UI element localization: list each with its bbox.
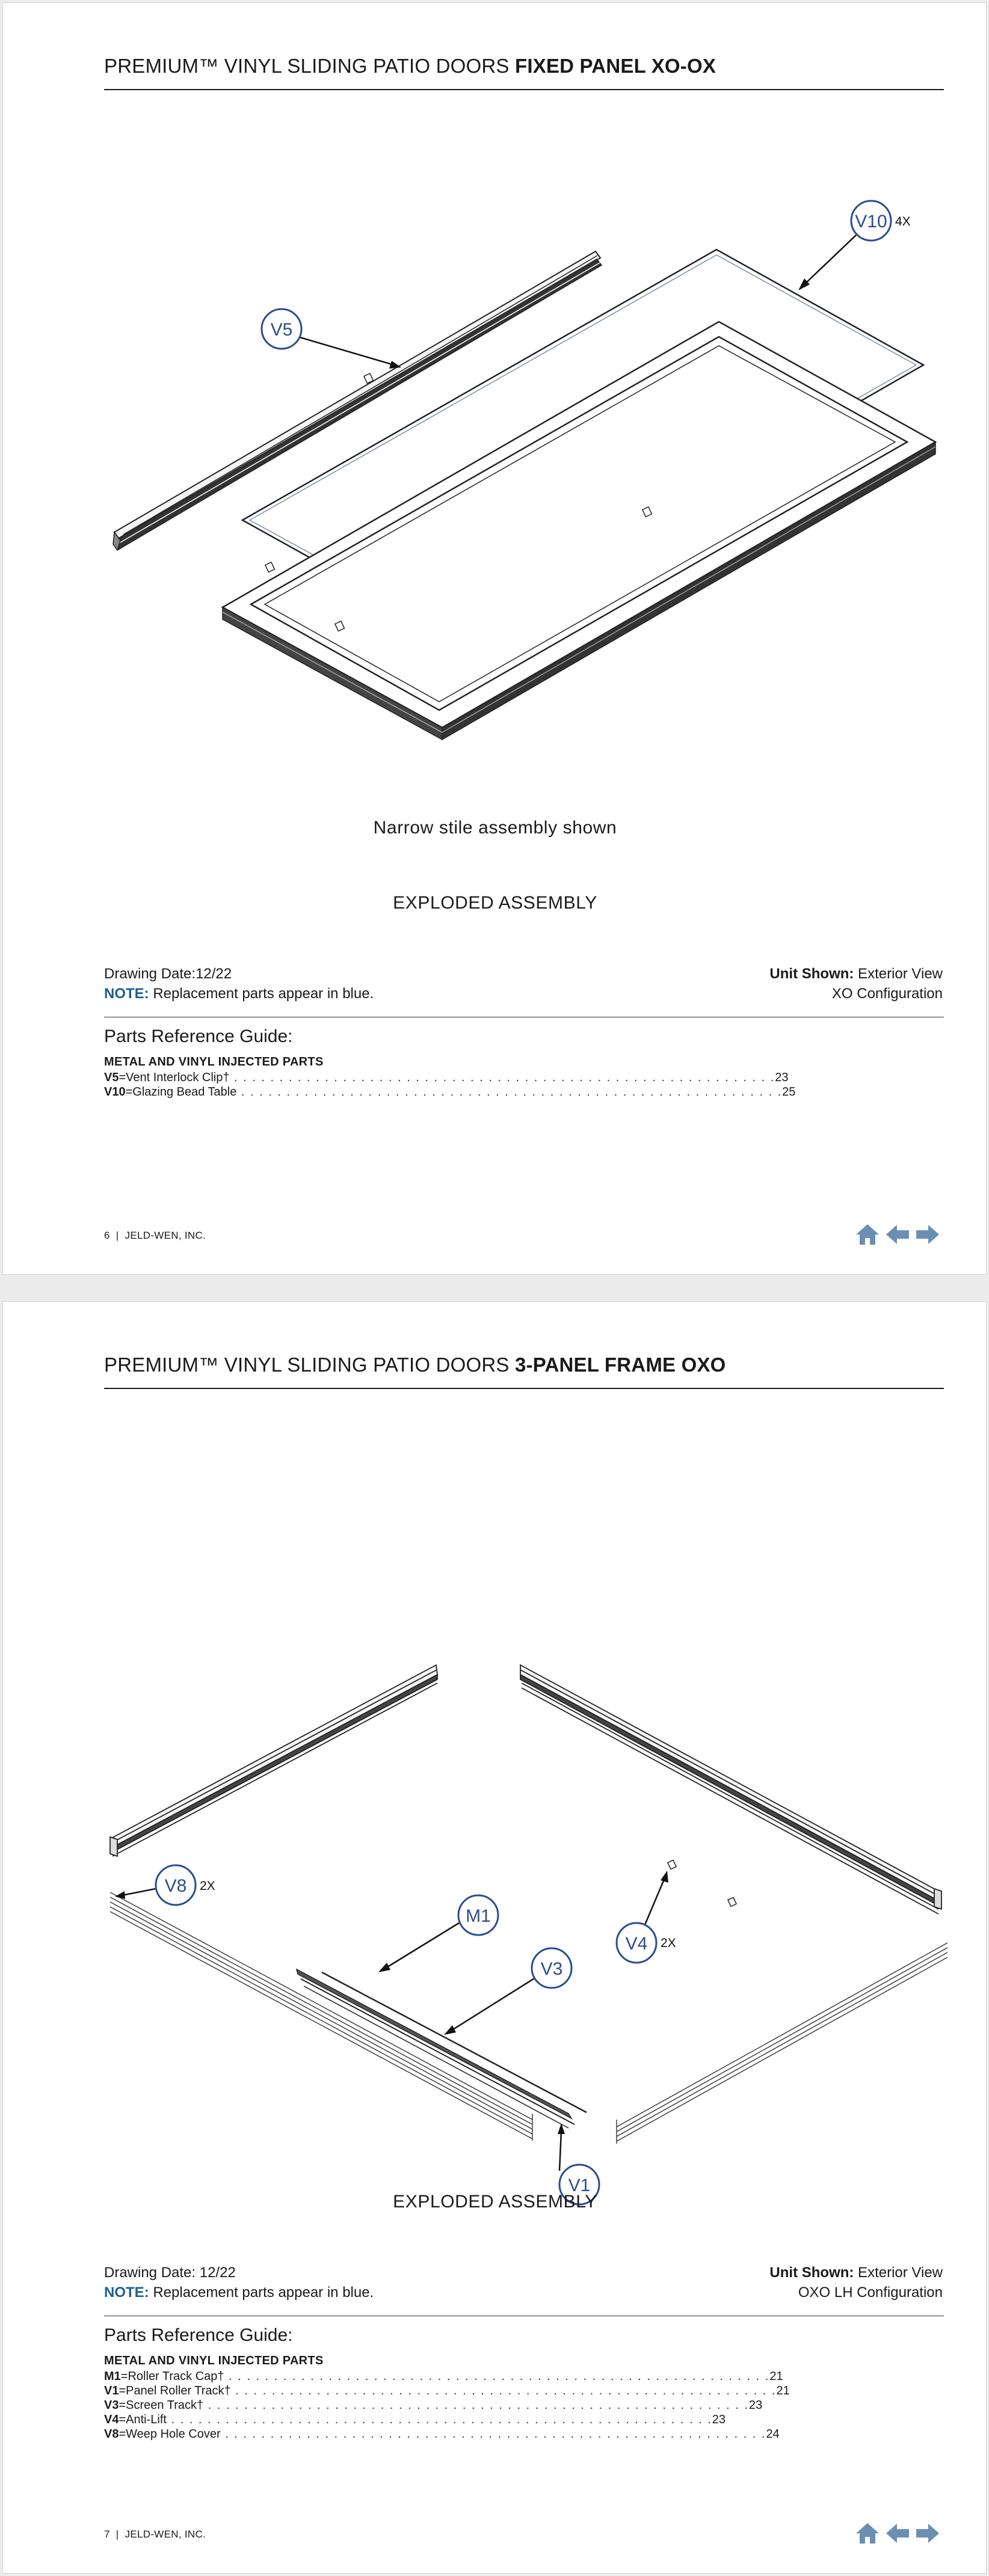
drawing-info xyxy=(104,964,374,1004)
arrow-left-icon[interactable] xyxy=(885,1222,910,1247)
drawing-info xyxy=(104,2263,374,2302)
parts-row xyxy=(104,2427,780,2442)
exploded-assembly-drawing xyxy=(93,123,954,845)
anti-lift-part xyxy=(668,1860,676,1869)
document-page-7 xyxy=(2,1301,987,2574)
part-page-link[interactable]: 23 xyxy=(775,1071,789,1084)
parts-row xyxy=(104,2384,790,2399)
part-name: Roller Track Cap† . . . xyxy=(128,2370,769,2384)
frame-sill-right-part xyxy=(617,1943,947,2144)
parts-guide-title: Parts Reference Guide: xyxy=(104,2325,293,2345)
figure-caption: EXPLODED ASSEMBLY xyxy=(393,893,597,913)
parts-guide-title: Parts Reference Guide: xyxy=(104,1026,293,1046)
note-text: Replacement parts appear in blue. xyxy=(149,986,374,1002)
callout-m1-label: M1 xyxy=(466,1906,491,1926)
figure-caption: EXPLODED ASSEMBLY xyxy=(393,2192,597,2212)
part-page-link[interactable]: 23 xyxy=(712,2413,726,2426)
drawing-date: Drawing Date:12/22 xyxy=(104,966,232,982)
callout-v10-label: V10 xyxy=(855,212,887,232)
home-icon[interactable] xyxy=(855,2521,880,2545)
unit-info xyxy=(769,964,943,1004)
note-label: NOTE: xyxy=(104,986,149,1002)
part-name: Screen Track† . . . xyxy=(126,2399,749,2412)
note-label: NOTE: xyxy=(104,2284,149,2301)
parts-row xyxy=(104,1071,789,1085)
part-page-link[interactable]: 25 xyxy=(782,1085,796,1099)
part-equals: = xyxy=(125,1085,133,1099)
part-page-link[interactable]: 21 xyxy=(776,2384,790,2397)
document-page-6 xyxy=(2,2,987,1275)
frame-head-left-part xyxy=(110,1665,437,1856)
callout-v4-qty: 2X xyxy=(661,1936,676,1950)
unit-shown-value: Exterior View xyxy=(854,2265,943,2281)
part-equals: = xyxy=(119,2384,126,2397)
parts-list xyxy=(104,2370,790,2442)
replacement-note xyxy=(104,2283,374,2302)
callout-v10 xyxy=(798,201,911,290)
center-track-parts xyxy=(297,1969,587,2128)
parts-row xyxy=(104,1085,796,1100)
home-icon[interactable] xyxy=(855,1222,880,1247)
part-page-link[interactable]: 24 xyxy=(766,2427,780,2441)
part-code: V1 xyxy=(104,2384,119,2397)
page-navigation xyxy=(855,2521,940,2545)
arrow-left-icon[interactable] xyxy=(885,2521,910,2545)
note-text: Replacement parts appear in blue. xyxy=(149,2284,374,2301)
part-equals: = xyxy=(119,1071,126,1084)
drawing-date: Drawing Date: 12/22 xyxy=(104,2265,236,2281)
callout-v3-label: V3 xyxy=(540,1959,563,1979)
callout-v8-qty: 2X xyxy=(200,1879,215,1893)
title-series: PREMIUM™ VINYL SLIDING PATIO DOORS xyxy=(104,55,515,77)
callout-v5 xyxy=(262,309,401,369)
title-model: 3-PANEL FRAME OXO xyxy=(514,1354,726,1376)
figure-subcaption: Narrow stile assembly shown xyxy=(373,818,617,838)
parts-heading: METAL AND VINYL INJECTED PARTS xyxy=(104,2354,324,2367)
part-code: V10 xyxy=(104,1085,126,1099)
part-equals: = xyxy=(119,2399,126,2412)
part-code: V8 xyxy=(104,2427,119,2441)
fixed-panel-drawing xyxy=(93,123,954,845)
unit-shown-label: Unit Shown: xyxy=(769,2265,854,2281)
parts-row xyxy=(104,2370,783,2384)
title-series: PREMIUM™ VINYL SLIDING PATIO DOORS xyxy=(104,1354,515,1376)
callout-v10-qty: 4X xyxy=(895,215,911,228)
exploded-assembly-drawing xyxy=(93,1422,954,2195)
part-code: V3 xyxy=(104,2399,119,2412)
part-name: Glazing Bead Table . . . xyxy=(132,1085,782,1099)
page-title xyxy=(104,1354,726,1376)
page-footer: 6 | JELD-WEN, INC. xyxy=(104,1230,206,1241)
part-code: V4 xyxy=(104,2413,119,2426)
part-name: Panel Roller Track† . . . xyxy=(126,2384,776,2398)
part-code: M1 xyxy=(104,2370,121,2383)
unit-info xyxy=(769,2263,943,2302)
part-page-link[interactable]: 21 xyxy=(769,2370,783,2383)
unit-shown xyxy=(769,964,943,984)
title-divider xyxy=(104,89,944,90)
frame-head-right-part xyxy=(520,1665,941,1914)
three-panel-frame-drawing xyxy=(93,1422,954,2195)
callout-v3 xyxy=(444,1948,572,2035)
part-name: Anti-Lift . . . xyxy=(126,2413,712,2427)
title-divider xyxy=(104,1388,944,1389)
part-name: Weep Hole Cover . . . xyxy=(126,2427,766,2441)
page-title xyxy=(104,55,716,78)
unit-shown xyxy=(769,2263,943,2283)
part-equals: = xyxy=(119,2427,126,2441)
part-equals: = xyxy=(119,2413,126,2426)
callout-v1-label: V1 xyxy=(568,2176,591,2195)
unit-shown-value: Exterior View xyxy=(854,966,943,982)
part-equals: = xyxy=(120,2370,128,2383)
callout-m1 xyxy=(378,1895,498,1972)
parts-list xyxy=(104,1071,796,1100)
configuration: OXO LH Configuration xyxy=(798,2284,943,2301)
page-footer: 7 | JELD-WEN, INC. xyxy=(104,2528,206,2540)
part-page-link[interactable]: 23 xyxy=(748,2399,763,2412)
unit-shown-label: Unit Shown: xyxy=(769,966,854,982)
part-code: V5 xyxy=(104,1071,119,1084)
callout-v5-label: V5 xyxy=(270,320,293,340)
callout-v4-label: V4 xyxy=(625,1934,648,1954)
callout-v8-label: V8 xyxy=(164,1876,187,1896)
parts-row xyxy=(104,2413,726,2427)
parts-row xyxy=(104,2399,763,2413)
arrow-right-icon[interactable] xyxy=(915,2521,940,2545)
callout-v8 xyxy=(115,1865,215,1905)
part-name: Vent Interlock Clip† . . . xyxy=(126,1071,775,1085)
arrow-right-icon[interactable] xyxy=(915,1222,940,1247)
anti-lift-part xyxy=(728,1897,736,1906)
fixed-panel-frame-part xyxy=(223,322,935,740)
configuration: XO Configuration xyxy=(831,986,943,1002)
replacement-note xyxy=(104,984,374,1004)
page-navigation xyxy=(855,1222,940,1247)
callout-v4 xyxy=(617,1871,676,1963)
title-model: FIXED PANEL XO-OX xyxy=(514,55,716,77)
parts-heading: METAL AND VINYL INJECTED PARTS xyxy=(104,1055,324,1069)
